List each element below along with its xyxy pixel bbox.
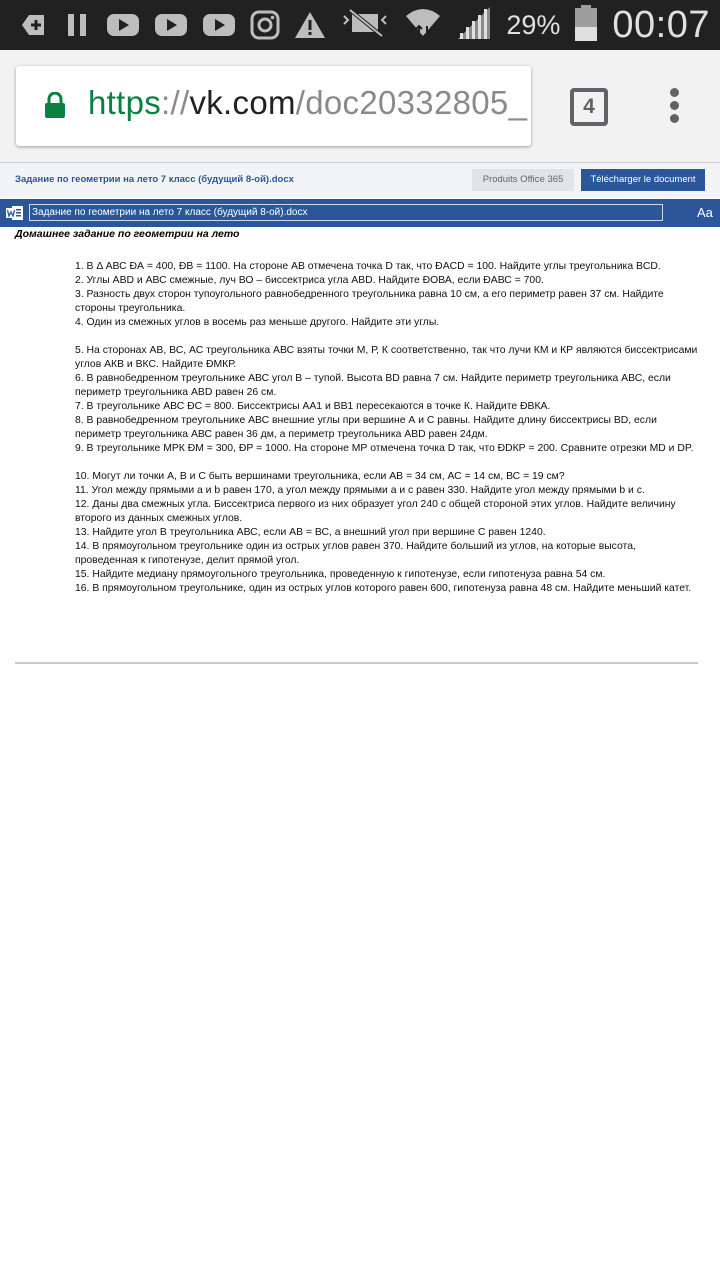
pause-icon bbox=[62, 10, 92, 40]
document-heading: Домашнее задание по геометрии на лето bbox=[15, 228, 240, 240]
mute-icon bbox=[342, 6, 390, 45]
task-item: 6. В равнобедренном треугольнике АВС угол В – тупой. Высота BD равна 7 см. Найдите периметр треугольника АВС, если периметр треугольника ABD равен 26 см. bbox=[75, 373, 671, 398]
task-item: 3. Разность двух сторон тупоугольного равнобедренного треугольника равна 10 см, а его периметр равен 37 см. Найдите стороны треугольника. bbox=[75, 289, 664, 314]
task-item: 1. В Δ АВС ÐА = 400, ÐВ = 1100. На стороне АВ отмечена точка D так, что ÐACD = 100. Найдите углы треугольника ВCD. bbox=[75, 261, 661, 272]
task-item: 14. В прямоугольном треугольнике один из острых углов равен 370. Найдите больший из углов, на которые высота, проведенная к гипотенузе, делит прямой угол. bbox=[75, 541, 636, 566]
system-indicators bbox=[342, 0, 710, 50]
task-item: 13. Найдите угол В треугольника АВС, если АВ = ВС, а внешний угол при вершине С равен 1240. bbox=[75, 527, 546, 538]
page-divider bbox=[15, 662, 698, 664]
instagram-icon bbox=[250, 10, 280, 40]
browser-toolbar bbox=[0, 50, 720, 163]
font-size-button[interactable]: Aa bbox=[697, 205, 713, 220]
youtube-icon bbox=[154, 10, 188, 40]
office-365-button[interactable]: Produits Office 365 bbox=[472, 169, 574, 191]
notification-icons bbox=[18, 7, 326, 43]
word-icon bbox=[6, 205, 24, 226]
word-toolbar bbox=[0, 199, 720, 227]
lock-icon[interactable] bbox=[44, 92, 66, 123]
battery-icon bbox=[574, 5, 598, 46]
document-header bbox=[0, 163, 720, 198]
wifi-icon bbox=[404, 4, 442, 47]
battery-percent: 29% bbox=[506, 9, 561, 40]
task-item: 16. В прямоугольном треугольнике, один из острых углов которого равен 600, гипотенуза равна 48 см. Найдите меньший катет. bbox=[75, 583, 692, 594]
task-item: 15. Найдите медиану прямоугольного треугольника, проведенную к гипотенузе, если гипотенуза равна 54 см. bbox=[75, 569, 606, 580]
youtube-icon bbox=[106, 10, 140, 40]
task-item: 2. Углы ABD и АВС смежные, луч ВО – биссектриса угла ABD. Найдите ÐОВА, если ÐАВС = 700. bbox=[75, 275, 544, 286]
word-document-title[interactable]: Задание по геометрии на лето 7 класс (будущий 8-ой).docx bbox=[29, 204, 663, 221]
task-item: 9. В треугольнике МРК ÐМ = 300, ÐР = 1000. На стороне МР отмечена точка D так, что ÐDКР = 200. Сравните отрезки MD и DP. bbox=[75, 443, 694, 454]
clock: 00:07 bbox=[612, 3, 710, 46]
tab-switcher-button[interactable]: 4 bbox=[570, 88, 608, 126]
task-list bbox=[75, 260, 700, 596]
signal-icon bbox=[456, 5, 492, 46]
task-item: 7. В треугольнике АВС ÐС = 800. Биссектрисы АА1 и ВВ1 пересекаются в точке К. Найдите ÐВКА. bbox=[75, 401, 551, 412]
download-document-button[interactable]: Télécharger le document bbox=[581, 169, 705, 191]
status-bar bbox=[0, 0, 720, 50]
task-item: 11. Угол между прямыми а и b равен 170, а угол между прямыми а и с равен 330. Найдите угол между прямыми b и с. bbox=[75, 485, 645, 496]
add-box-icon bbox=[18, 10, 48, 40]
address-bar[interactable] bbox=[16, 66, 531, 146]
task-item: 10. Могут ли точки А, В и С быть вершинами треугольника, если АВ = 34 см, АС = 14 см, ВС = 19 см? bbox=[75, 471, 565, 482]
task-item: 8. В равнобедренном треугольнике АВС внешние углы при вершине А и С равны. Найдите длину биссектрисы BD, если периметр треугольника АВС равен 36 дм, а периметр треугольника ABD равен 24дм. bbox=[75, 415, 657, 440]
task-item: 4. Один из смежных углов в восемь раз меньше другого. Найдите эти углы. bbox=[75, 317, 440, 328]
overflow-menu-icon[interactable] bbox=[668, 88, 680, 124]
youtube-icon bbox=[202, 10, 236, 40]
warning-icon bbox=[294, 10, 326, 40]
task-item: 5. На сторонах АВ, ВС, АС треугольника АВС взяты точки М, Р, К соответственно, так что лучи КМ и КР являются биссектрисами углов АКВ и ВКС. Найдите ÐМКР. bbox=[75, 345, 698, 370]
task-item: 12. Даны два смежных угла. Биссектриса первого из них образует угол 240 с общей стороной этих углов. Найдите величину второго из данных смежных углов. bbox=[75, 499, 676, 524]
document-title-link[interactable]: Задание по геометрии на лето 7 класс (будущий 8-ой).docx bbox=[15, 174, 294, 185]
url-text[interactable]: https://vk.com/doc20332805_ bbox=[88, 84, 528, 121]
